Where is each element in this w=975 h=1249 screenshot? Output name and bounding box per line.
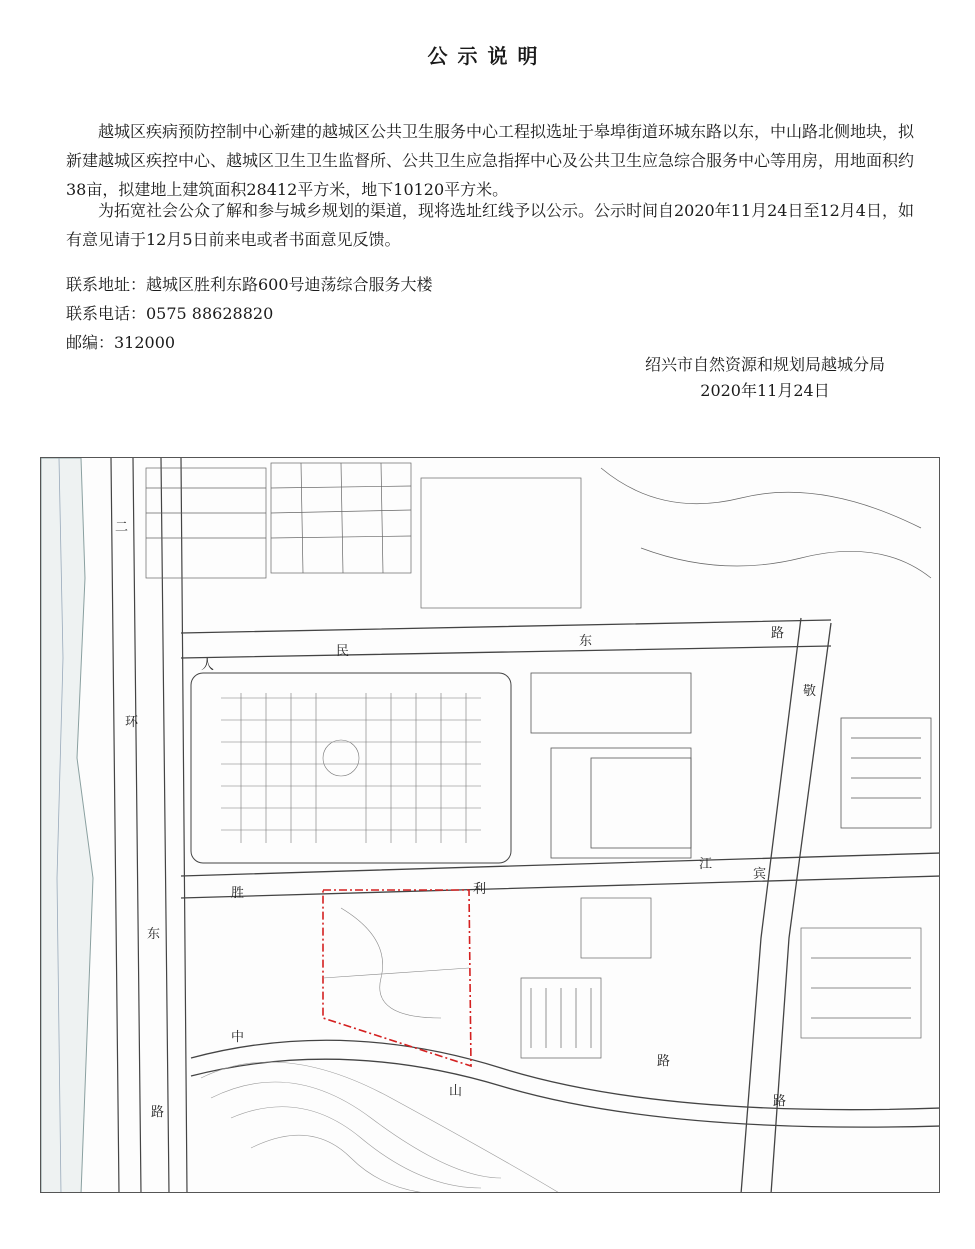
map-label-jiang: 江 xyxy=(699,857,713,872)
map-label-lu-south: 路 xyxy=(773,1094,787,1109)
map-label-dong-north: 东 xyxy=(579,634,593,649)
east-compound xyxy=(531,673,931,858)
map-label-lu-west: 路 xyxy=(151,1105,165,1120)
zhongshan-road xyxy=(191,1040,940,1127)
map-drawing xyxy=(41,458,940,1193)
residential-compound xyxy=(191,673,511,863)
site-boundary xyxy=(323,890,471,1066)
contact-address: 联系地址：越城区胜利东路600号迪荡综合服务大楼 xyxy=(66,275,433,294)
map-label-sheng: 胜 xyxy=(231,886,245,901)
map-label-li: 利 xyxy=(473,882,487,897)
issue-date: 2020年11月24日 xyxy=(700,381,830,400)
map-label-lu-east: 路 xyxy=(657,1054,671,1069)
map-label-zhong: 中 xyxy=(231,1030,245,1045)
map-label-er: 二 xyxy=(115,520,129,535)
map-label-dong-west: 东 xyxy=(147,927,161,942)
contact-phone: 联系电话：0575 88628820 xyxy=(66,304,274,323)
site-plan-map xyxy=(40,457,940,1193)
notice-paragraph-2: 为拓宽社会公众了解和参与城乡规划的渠道，现将选址红线予以公示。公示时间自2020年11月24日至12月4日，如有意见请于12月5日前来电或者书面意见反馈。 xyxy=(66,201,914,249)
issuer-name: 绍兴市自然资源和规划局越城分局 xyxy=(644,355,885,374)
ring-east-road xyxy=(111,458,187,1193)
page-title: 公示说明 xyxy=(427,44,548,68)
map-label-bin: 宾 xyxy=(753,867,767,882)
river xyxy=(41,458,93,1193)
map-label-lu-north: 路 xyxy=(771,626,785,641)
map-label-shan: 山 xyxy=(449,1084,463,1099)
farmland-north xyxy=(146,463,931,608)
notice-paragraph-1: 越城区疾病预防控制中心新建的越城区公共卫生服务中心工程拟选址于皋埠街道环城东路以东，中山路北侧地块，拟新建越城区疾控中心、越城区卫生卫生监督所、公共卫生应急指挥中心及公共卫生应急综合服务中心等用房，用地面积约38亩，拟建地上建筑面积28412平方米，地下10120平方米。 xyxy=(66,122,915,199)
postcode: 邮编：312000 xyxy=(66,333,176,352)
issuer-block xyxy=(600,352,930,404)
map-label-min: 民 xyxy=(336,644,350,659)
terrain-contours xyxy=(201,1062,561,1193)
map-label-jing: 敬 xyxy=(803,684,817,699)
renmin-east-road xyxy=(181,620,831,658)
map-label-huan: 环 xyxy=(125,715,139,730)
shengli-road xyxy=(181,853,940,898)
map-label-ren: 人 xyxy=(201,658,215,673)
